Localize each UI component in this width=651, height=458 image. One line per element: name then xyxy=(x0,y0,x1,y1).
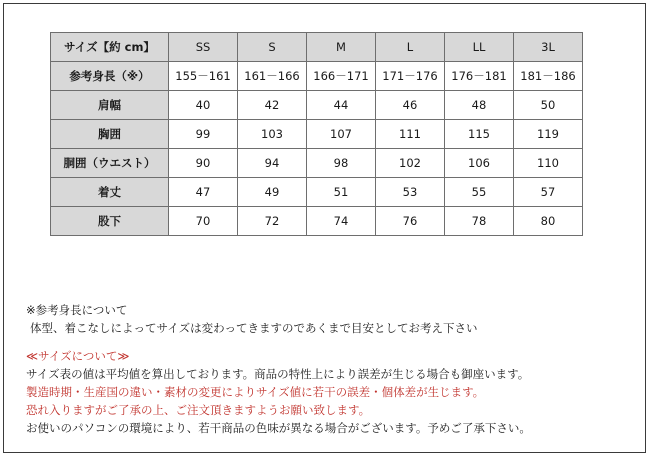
row-label: 胴囲（ウエスト） xyxy=(51,149,169,178)
size-header-ss: SS xyxy=(169,33,238,62)
table-cell: 110 xyxy=(514,149,583,178)
size-notice-line: お使いのパソコンの環境により、若干商品の色味が異なる場合がございます。予めご了承下さい。 xyxy=(26,421,531,435)
table-cell: 50 xyxy=(514,91,583,120)
table-row-length xyxy=(51,178,583,207)
row-label: 股下 xyxy=(51,207,169,236)
table-cell: 51 xyxy=(307,178,376,207)
size-header-m: M xyxy=(307,33,376,62)
size-header-ll: LL xyxy=(445,33,514,62)
table-cell: 55 xyxy=(445,178,514,207)
table-cell: 44 xyxy=(307,91,376,120)
table-row-inseam xyxy=(51,207,583,236)
table-cell: 94 xyxy=(238,149,307,178)
table-cell: 102 xyxy=(376,149,445,178)
table-cell: 107 xyxy=(307,120,376,149)
notes-section xyxy=(26,301,626,437)
table-cell: 155－161 xyxy=(169,62,238,91)
table-row-chest xyxy=(51,120,583,149)
reference-height-note: 体型、着こなしによってサイズは変わってきますのであくまで目安としてお考え下さい xyxy=(30,321,478,335)
table-cell: 48 xyxy=(445,91,514,120)
table-cell: 161－166 xyxy=(238,62,307,91)
table-cell: 171－176 xyxy=(376,62,445,91)
table-cell: 40 xyxy=(169,91,238,120)
table-cell: 72 xyxy=(238,207,307,236)
table-cell: 99 xyxy=(169,120,238,149)
row-label: 参考身長（※） xyxy=(51,62,169,91)
table-cell: 106 xyxy=(445,149,514,178)
table-cell: 46 xyxy=(376,91,445,120)
reference-height-title: ※参考身長について xyxy=(26,303,128,317)
table-cell: 181－186 xyxy=(514,62,583,91)
size-notice-title: ≪サイズについて≫ xyxy=(26,349,130,363)
row-label: 着丈 xyxy=(51,178,169,207)
row-label: 胸囲 xyxy=(51,120,169,149)
table-cell: 42 xyxy=(238,91,307,120)
table-cell: 98 xyxy=(307,149,376,178)
table-cell: 49 xyxy=(238,178,307,207)
size-notice-line: 製造時期・生産国の違い・素材の変更によりサイズ値に若干の誤差・個体差が生じます。 xyxy=(26,385,485,399)
table-cell: 53 xyxy=(376,178,445,207)
table-row-reference-height xyxy=(51,62,583,91)
table-cell: 119 xyxy=(514,120,583,149)
table-cell: 80 xyxy=(514,207,583,236)
table-cell: 70 xyxy=(169,207,238,236)
table-cell: 166－171 xyxy=(307,62,376,91)
size-unit-header: サイズ【約 cm】 xyxy=(51,33,169,62)
table-cell: 111 xyxy=(376,120,445,149)
size-chart-table xyxy=(50,32,583,236)
table-cell: 76 xyxy=(376,207,445,236)
size-notice-line: サイズ表の値は平均値を算出しております。商品の特性上により誤差が生じる場合も御座います。 xyxy=(26,367,530,381)
size-header-3l: 3L xyxy=(514,33,583,62)
table-cell: 78 xyxy=(445,207,514,236)
table-cell: 57 xyxy=(514,178,583,207)
size-header-l: L xyxy=(376,33,445,62)
table-cell: 115 xyxy=(445,120,514,149)
table-cell: 74 xyxy=(307,207,376,236)
table-row-shoulder xyxy=(51,91,583,120)
table-row-waist xyxy=(51,149,583,178)
table-header-row xyxy=(51,33,583,62)
row-label: 肩幅 xyxy=(51,91,169,120)
table-cell: 176－181 xyxy=(445,62,514,91)
table-cell: 90 xyxy=(169,149,238,178)
table-cell: 103 xyxy=(238,120,307,149)
size-header-s: S xyxy=(238,33,307,62)
size-notice-line: 恐れ入りますがご了承の上、ご注文頂きますようお願い致します。 xyxy=(26,403,371,417)
table-cell: 47 xyxy=(169,178,238,207)
